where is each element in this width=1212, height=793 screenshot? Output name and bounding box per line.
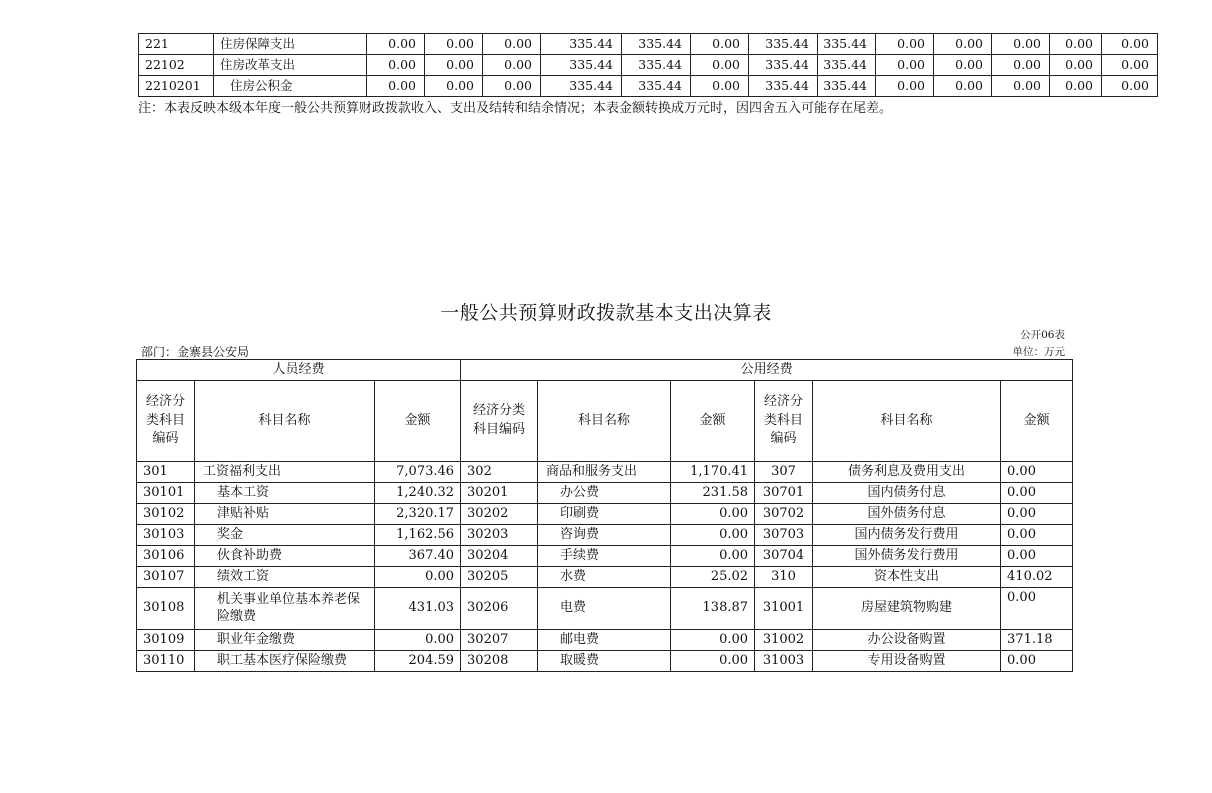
public-name: 商品和服务支出 — [538, 462, 671, 483]
personnel-name: 职业年金缴费 — [195, 630, 375, 651]
table-row — [137, 651, 1073, 672]
amount-cell: 335.44 — [818, 55, 876, 76]
public-amount: 0.00 — [671, 504, 755, 525]
amount-cell: 0.00 — [992, 55, 1050, 76]
personnel-code: 30106 — [137, 546, 195, 567]
amount-cell: 335.44 — [541, 55, 622, 76]
table-row — [139, 34, 1158, 55]
amount-cell: 0.00 — [876, 55, 934, 76]
header-code-3: 经济分类科目编码 — [755, 381, 813, 462]
header-name-3: 科目名称 — [813, 381, 1001, 462]
public-name-2: 专用设备购置 — [813, 651, 1001, 672]
table-row — [137, 504, 1073, 525]
table-row — [139, 76, 1158, 97]
personnel-code: 30110 — [137, 651, 195, 672]
personnel-code: 301 — [137, 462, 195, 483]
amount-cell: 0.00 — [934, 55, 992, 76]
amount-cell: 0.00 — [483, 76, 541, 97]
public-code: 30207 — [461, 630, 538, 651]
public-code: 30204 — [461, 546, 538, 567]
amount-cell: 0.00 — [367, 55, 425, 76]
amount-cell: 0.00 — [483, 55, 541, 76]
amount-cell: 335.44 — [622, 76, 691, 97]
amount-cell: 0.00 — [1102, 55, 1158, 76]
table-row — [137, 567, 1073, 588]
public-name: 办公费 — [538, 483, 671, 504]
public-name-2: 房屋建筑物购建 — [813, 588, 1001, 630]
amount-cell: 0.00 — [934, 76, 992, 97]
public-code-2: 31002 — [755, 630, 813, 651]
public-amount: 0.00 — [671, 651, 755, 672]
public-code: 302 — [461, 462, 538, 483]
amount-cell: 0.00 — [876, 76, 934, 97]
public-name: 电费 — [538, 588, 671, 630]
personnel-code: 30101 — [137, 483, 195, 504]
amount-cell: 0.00 — [425, 76, 483, 97]
amount-cell: 335.44 — [622, 55, 691, 76]
personnel-amount: 431.03 — [375, 588, 461, 630]
personnel-name: 工资福利支出 — [195, 462, 375, 483]
amount-cell: 0.00 — [367, 34, 425, 55]
personnel-name: 伙食补助费 — [195, 546, 375, 567]
page-title: 一般公共预算财政拨款基本支出决算表 — [440, 302, 772, 324]
personnel-amount: 2,320.17 — [375, 504, 461, 525]
amount-cell: 0.00 — [934, 34, 992, 55]
public-code: 30203 — [461, 525, 538, 546]
column-header-row — [137, 381, 1073, 462]
group-personnel-header: 人员经费 — [137, 360, 461, 381]
amount-cell: 0.00 — [425, 55, 483, 76]
personnel-name: 机关事业单位基本养老保险缴费 — [195, 588, 375, 630]
personnel-code: 30102 — [137, 504, 195, 525]
personnel-amount: 7,073.46 — [375, 462, 461, 483]
personnel-amount: 1,162.56 — [375, 525, 461, 546]
group-header-row — [137, 360, 1073, 381]
public-code-2: 310 — [755, 567, 813, 588]
personnel-code: 30109 — [137, 630, 195, 651]
header-code-1: 经济分类科目编码 — [137, 381, 195, 462]
personnel-code: 30103 — [137, 525, 195, 546]
public-amount-2: 0.00 — [1001, 525, 1073, 546]
amount-cell: 0.00 — [691, 76, 749, 97]
public-amount: 231.58 — [671, 483, 755, 504]
public-name-2: 资本性支出 — [813, 567, 1001, 588]
public-code-2: 30703 — [755, 525, 813, 546]
public-code-2: 31001 — [755, 588, 813, 630]
table-row — [137, 546, 1073, 567]
public-code: 30201 — [461, 483, 538, 504]
subject-code: 2210201 — [139, 76, 214, 97]
public-amount: 25.02 — [671, 567, 755, 588]
amount-cell: 335.44 — [541, 76, 622, 97]
public-name: 取暖费 — [538, 651, 671, 672]
public-name: 邮电费 — [538, 630, 671, 651]
public-name: 水费 — [538, 567, 671, 588]
amount-cell: 335.44 — [749, 76, 818, 97]
basic-expenditure-table — [136, 359, 1073, 672]
amount-cell: 0.00 — [1050, 55, 1102, 76]
public-name-2: 国内债务付息 — [813, 483, 1001, 504]
table-row — [137, 483, 1073, 504]
public-name-2: 办公设备购置 — [813, 630, 1001, 651]
public-code-2: 31003 — [755, 651, 813, 672]
public-code: 30206 — [461, 588, 538, 630]
amount-cell: 0.00 — [691, 55, 749, 76]
table-row — [137, 462, 1073, 483]
amount-cell: 0.00 — [1050, 76, 1102, 97]
header-name-2: 科目名称 — [538, 381, 671, 462]
public-code: 30205 — [461, 567, 538, 588]
personnel-name: 职工基本医疗保险缴费 — [195, 651, 375, 672]
amount-cell: 335.44 — [622, 34, 691, 55]
public-code-2: 30704 — [755, 546, 813, 567]
header-name-1: 科目名称 — [195, 381, 375, 462]
personnel-amount: 0.00 — [375, 630, 461, 651]
form-code: 公开06表 — [1020, 329, 1065, 341]
subject-name: 住房改革支出 — [214, 55, 367, 76]
public-amount-2: 0.00 — [1001, 483, 1073, 504]
amount-cell: 0.00 — [1050, 34, 1102, 55]
personnel-name: 奖金 — [195, 525, 375, 546]
public-amount-2: 0.00 — [1001, 588, 1073, 630]
header-amount-2: 金额 — [671, 381, 755, 462]
unit-label: 单位：万元 — [1012, 346, 1065, 358]
public-amount: 0.00 — [671, 525, 755, 546]
amount-cell: 0.00 — [1102, 76, 1158, 97]
public-amount-2: 0.00 — [1001, 546, 1073, 567]
public-code-2: 30702 — [755, 504, 813, 525]
subject-code: 221 — [139, 34, 214, 55]
subject-name: 住房公积金 — [214, 76, 367, 97]
public-name-2: 国内债务发行费用 — [813, 525, 1001, 546]
amount-cell: 0.00 — [876, 34, 934, 55]
public-amount: 0.00 — [671, 630, 755, 651]
department-label: 部门：金寨县公安局 — [141, 345, 250, 359]
public-code: 30208 — [461, 651, 538, 672]
public-amount-2: 0.00 — [1001, 651, 1073, 672]
amount-cell: 0.00 — [1102, 34, 1158, 55]
table-row — [137, 588, 1073, 630]
personnel-name: 津贴补贴 — [195, 504, 375, 525]
header-amount-3: 金额 — [1001, 381, 1073, 462]
table-row — [137, 630, 1073, 651]
public-name-2: 国外债务发行费用 — [813, 546, 1001, 567]
amount-cell: 0.00 — [483, 34, 541, 55]
public-name: 咨询费 — [538, 525, 671, 546]
public-name: 手续费 — [538, 546, 671, 567]
table-row — [137, 525, 1073, 546]
amount-cell: 335.44 — [749, 34, 818, 55]
personnel-code: 30107 — [137, 567, 195, 588]
personnel-code: 30108 — [137, 588, 195, 630]
carryover-summary-table — [138, 33, 1158, 97]
public-name: 印刷费 — [538, 504, 671, 525]
public-amount: 0.00 — [671, 546, 755, 567]
personnel-amount: 204.59 — [375, 651, 461, 672]
subject-code: 22102 — [139, 55, 214, 76]
amount-cell: 0.00 — [992, 76, 1050, 97]
amount-cell: 335.44 — [818, 34, 876, 55]
amount-cell: 0.00 — [425, 34, 483, 55]
personnel-amount: 1,240.32 — [375, 483, 461, 504]
personnel-amount: 367.40 — [375, 546, 461, 567]
table-note: 注：本表反映本级本年度一般公共预算财政拨款收入、支出及结转和结余情况；本表金额转换成万元时，因四舍五入可能存在尾差。 — [138, 101, 893, 116]
public-amount-2: 0.00 — [1001, 504, 1073, 525]
subject-name: 住房保障支出 — [214, 34, 367, 55]
public-amount-2: 0.00 — [1001, 462, 1073, 483]
personnel-amount: 0.00 — [375, 567, 461, 588]
public-amount: 138.87 — [671, 588, 755, 630]
amount-cell: 0.00 — [367, 76, 425, 97]
public-amount-2: 410.02 — [1001, 567, 1073, 588]
personnel-name: 绩效工资 — [195, 567, 375, 588]
header-amount-1: 金额 — [375, 381, 461, 462]
public-code-2: 307 — [755, 462, 813, 483]
public-code: 30202 — [461, 504, 538, 525]
public-amount: 1,170.41 — [671, 462, 755, 483]
header-code-2: 经济分类科目编码 — [461, 381, 538, 462]
amount-cell: 0.00 — [992, 34, 1050, 55]
public-code-2: 30701 — [755, 483, 813, 504]
table-row — [139, 55, 1158, 76]
public-amount-2: 371.18 — [1001, 630, 1073, 651]
amount-cell: 335.44 — [541, 34, 622, 55]
amount-cell: 335.44 — [749, 55, 818, 76]
public-name-2: 国外债务付息 — [813, 504, 1001, 525]
amount-cell: 0.00 — [691, 34, 749, 55]
public-name-2: 债务利息及费用支出 — [813, 462, 1001, 483]
personnel-name: 基本工资 — [195, 483, 375, 504]
group-public-header: 公用经费 — [461, 360, 1073, 381]
amount-cell: 335.44 — [818, 76, 876, 97]
